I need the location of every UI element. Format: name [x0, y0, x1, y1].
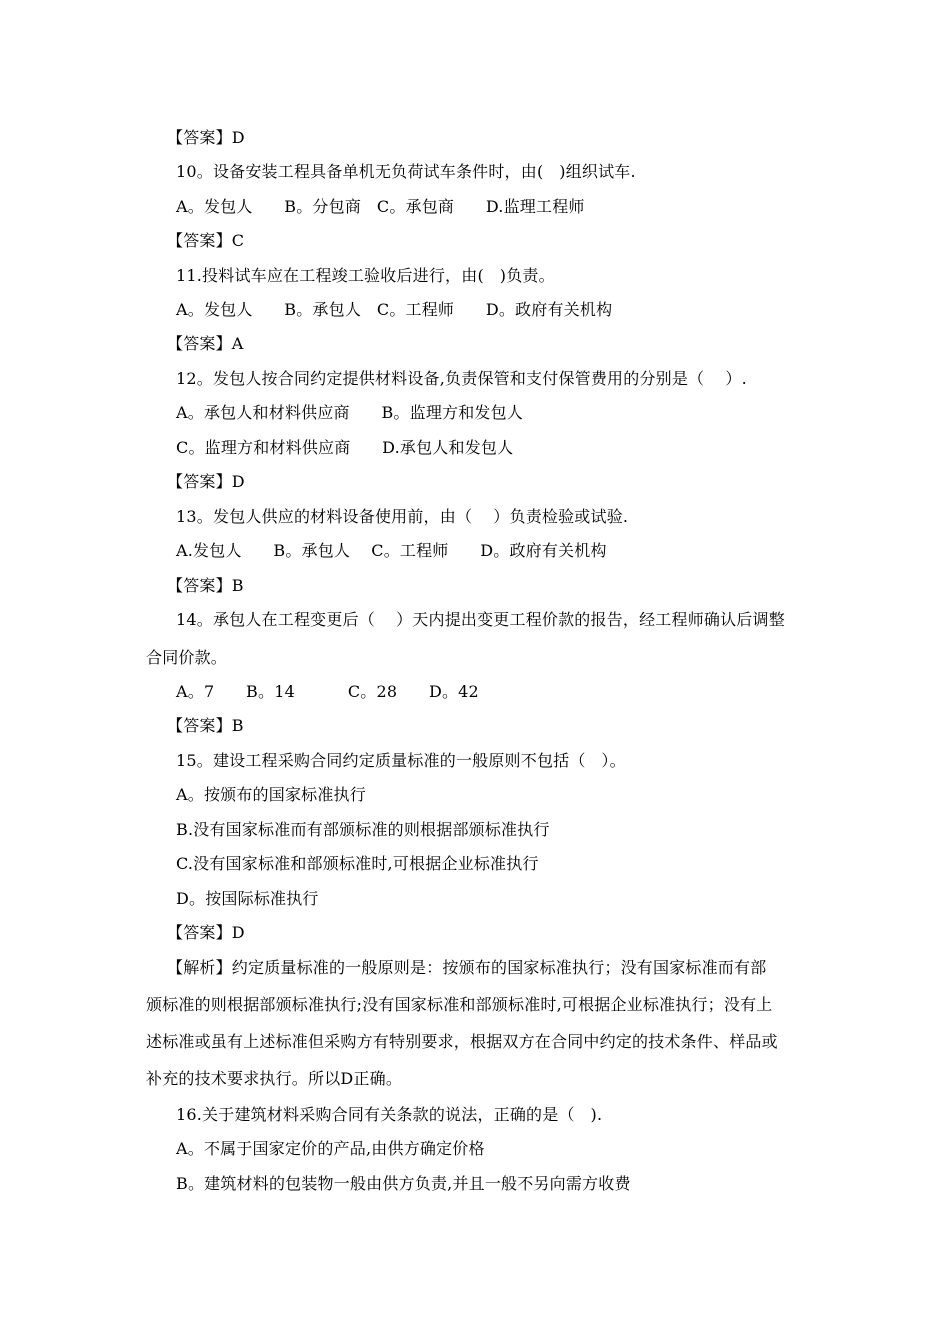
explanation-continued: 颁标准的则根据部颁标准执行;没有国家标准和部颁标准时,可根据企业标准执行；没有上 [146, 995, 773, 1014]
options-line: A。发包人 B。分包商 C。承包商 D.监理工程师 [176, 197, 585, 216]
question-15: 15。建设工程采购合同约定质量标准的一般原则不包括（ ）。 [176, 751, 626, 770]
question-16: 16.关于建筑材料采购合同有关条款的说法，正确的是（ ). [176, 1105, 603, 1124]
question-14: 14。承包人在工程变更后（ ）天内提出变更工程价款的报告，经工程师确认后调整 [176, 610, 785, 629]
explanation-continued: 补充的技术要求执行。所以D正确。 [146, 1069, 403, 1088]
options-line: A。发包人 B。承包人 C。工程师 D。政府有关机构 [176, 300, 613, 319]
question-13: 13。发包人供应的材料设备使用前，由（ ）负责检验或试验. [176, 507, 629, 526]
answer-line: 【答案】B [167, 716, 244, 735]
option-c: C.没有国家标准和部颁标准时,可根据企业标准执行 [176, 854, 539, 873]
explanation-continued: 述标准或虽有上述标准但采购方有特别要求，根据双方在合同中约定的技术条件、样品或 [146, 1032, 778, 1051]
answer-line: 【答案】D [167, 128, 245, 147]
options-line: A。7 B。14 C。28 D。42 [176, 682, 479, 701]
answer-line: 【答案】C [167, 231, 245, 250]
answer-line: 【答案】B [167, 576, 244, 595]
question-10: 10。设备安装工程具备单机无负荷试车条件时，由( )组织试车. [176, 162, 636, 181]
option-b: B.没有国家标准而有部颁标准的则根据部颁标准执行 [176, 820, 550, 839]
question-12: 12。发包人按合同约定提供材料设备,负责保管和支付保管费用的分别是（ ）. [176, 369, 747, 388]
question-14-continued: 合同价款。 [146, 648, 228, 667]
answer-line: 【答案】D [167, 923, 245, 942]
option-a: A。不属于国家定价的产品,由供方确定价格 [176, 1139, 485, 1158]
option-d: D。按国际标准执行 [176, 889, 319, 908]
answer-line: 【答案】A [167, 334, 244, 353]
options-line: A。承包人和材料供应商 B。监理方和发包人 [176, 403, 524, 422]
question-11: 11.投料试车应在工程竣工验收后进行，由( )负责。 [176, 266, 555, 285]
options-line: C。监理方和材料供应商 D.承包人和发包人 [176, 438, 514, 457]
options-line: A.发包人 B。承包人 C。工程师 D。政府有关机构 [176, 541, 607, 560]
explanation: 【解析】约定质量标准的一般原则是：按颁布的国家标准执行；没有国家标准而有部 [167, 958, 767, 977]
answer-line: 【答案】D [167, 472, 245, 491]
option-b: B。建筑材料的包装物一般由供方负责,并且一般不另向需方收费 [176, 1174, 631, 1193]
option-a: A。按颁布的国家标准执行 [176, 785, 366, 804]
